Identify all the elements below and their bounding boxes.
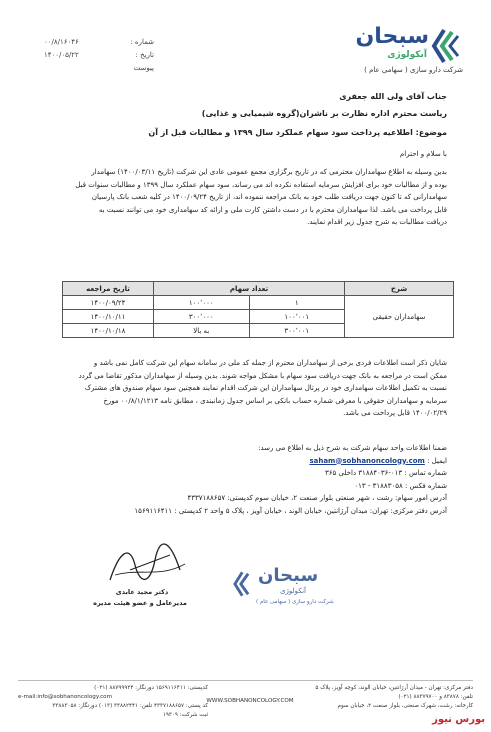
header-date: تاریخ مراجعه	[63, 282, 154, 296]
header-description: شرح	[345, 282, 454, 296]
table-header-row	[63, 282, 454, 296]
letter-reference-block	[44, 36, 154, 75]
signature	[100, 540, 190, 590]
brand-sub: آنکولوژی	[387, 50, 427, 60]
paragraph-line: نسبت به تکمیل اطلاعات سهامداری خود در پرتال سهامداران این شرکت اقدام نمایند همچنین سود سهام صندوق های مشترک	[84, 384, 447, 392]
brand-tagline: شرکت دارو سازی ( سهامی عام )	[364, 66, 463, 74]
signer-role: مدیرعامل و عضو هیئت مدیره	[93, 599, 187, 607]
company-stamp	[232, 565, 352, 615]
stamp-tagline: شرکت دارو سازی ( سهامی عام )	[256, 599, 334, 605]
signature-scribble-icon	[100, 540, 190, 590]
date-label: تاریخ :	[135, 51, 154, 59]
address-office-line: آدرس دفتر مرکزی: تهران: میدان آرژانتین، خیابان الوند ، خیابان آویز ، پلاک ۵ واحد ۲ کدپستی : ۱۵۶۹۱۱۶۴۱۱	[134, 506, 447, 515]
recipient-salutation: جناب آقای ولی الله جعفری	[339, 92, 447, 101]
watermark: بورس نیوز	[432, 714, 485, 725]
shares-to: به بالا	[154, 324, 250, 338]
footer-left	[18, 684, 208, 720]
footer-website: WWW.SOBHANONCOLOGY.COM	[206, 698, 294, 704]
recipient-title: ریاست محترم اداره نظارت بر ناشران(گروه شیمیایی و غذایی)	[201, 109, 447, 118]
shares-to: ۳۰۰٬۰۰۰	[154, 310, 250, 324]
email-link[interactable]: saham@sobhanoncology.com	[309, 456, 425, 465]
address-shares-line: آدرس امور سهام: رشت ، شهر صنعتی بلوار صنعت ۲، خیابان سوم کدپستی: ۴۳۳۷۱۸۸۶۵۷	[187, 494, 447, 502]
visit-date: ۱۴۰۰/۱۰/۱۱	[63, 310, 154, 324]
number-label: شماره :	[130, 38, 154, 46]
visit-date: ۱۴۰۰/۰۹/۲۴	[63, 296, 154, 310]
footer-phone: تلفن: ۸۳۸۷۸ و ۸۸۳۷۹۷۰۰ (۰۲۱)	[398, 694, 473, 700]
footer-address: دفتر مرکزی: تهران - میدان آرژانتین، خیابان الوند، کوچه آویز، پلاک ۵	[315, 685, 473, 691]
letter-subject: موضوع: اطلاعیه پرداخت سود سهام عملکرد سال ۱۳۹۹ و مطالبات قبل از آن	[148, 128, 447, 137]
fax-line: شماره فکس : ۳۱۸۸۳۰۵۸ - ۰۱۳	[354, 481, 447, 490]
paragraph-line: دریافت مطالبات به شرح جدول زیر اقدام نمایند.	[307, 218, 447, 226]
payment-schedule-table	[62, 281, 454, 338]
greeting: با سلام و احترام	[399, 150, 447, 158]
paragraph-line: سهامدارانی که تا کنون جهت دریافت طلب خود به بانک مراجعه ننموده اند، از تاریخ ۱۴۰۰/۰۹/۲۴ در کلیه شعب بانک پارسیان	[91, 193, 447, 201]
paragraph-line: قابل پرداخت می باشد. لذا سهامداران محترم با در دست داشتن کارت ملی و ارائه کد سهامداری خود می توانند نسبت به	[98, 205, 447, 214]
footer-factory: کارخانه: رشت، شهرک صنعتی، بلوار صنعت ۲، خیابان سوم	[337, 703, 473, 709]
row-label: سهامداران حقیقی	[345, 296, 454, 338]
date-value: ۱۴۰۰/۰۵/۲۲	[44, 51, 79, 59]
paragraph-intro	[37, 166, 447, 229]
paragraph-line: ممکن است در مراجعه به بانک جهت دریافت سود سهام با مشکل مواجه شوند. بدین وسیله از سهامداران مذکور تقاضا می گردد	[78, 371, 447, 380]
attachment-label: پیوست	[133, 64, 154, 72]
footer-email: e-mail:info@sobhanoncology.com	[18, 694, 113, 700]
signer-name: دکتر مجید عابدی	[115, 588, 169, 596]
visit-date: ۱۴۰۰/۱۰/۱۸	[63, 324, 154, 338]
shares-from: ۱	[249, 296, 345, 310]
number-value: ۰۰/۸/۱۶۰۴۶	[44, 38, 79, 46]
paragraph-line: سرمایه و سهامداران حقوقی با معرفی شماره حساب بانکی بر اساس جدول زمانبندی ، مطابق نامه ۰۰/۸/۱/۱۲۱۳ مورخ	[103, 396, 447, 405]
paragraph-line: بوده و از مطالبات خود برای افزایش سرمایه استفاده نکرده اند می رساند، سود سهام عملکرد سال ۱۳۹۹ و مطالبات سنوات قبل	[75, 180, 447, 189]
footer-divider	[18, 680, 473, 681]
stamp-logo-icon	[232, 569, 254, 599]
footer-registration: ثبت شرکت: ۱۹۳۰۹	[162, 712, 208, 718]
footer-factory-contact: کد پستی: ۴۳۳۷۱۸۸۶۵۷ تلفن: ۳۳۸۸۲۴۴۱ (۰۱۳) دورنگار: ۳۳۸۸۳۰۵۸	[52, 703, 208, 709]
email-line	[37, 455, 447, 468]
phone-line: شماره تماس : ۰۱۳-۳۱۸۸۴۰۳۶ داخلی ۳۶۵	[325, 469, 447, 477]
shares-from: ۳۰۰٬۰۰۱	[249, 324, 345, 338]
paragraph-notice	[37, 357, 447, 420]
stamp-name: سبحان	[258, 565, 319, 586]
paragraph-line: ۱۴۰۰/۰۲/۲۹ قابل پرداخت می باشد.	[343, 409, 447, 417]
footer-postcode: کدپستی: ۱۵۶۹۱۱۶۴۱۱ دورنگار: ۸۸۷۹۹۹۲۴ (۰۲۱)	[94, 685, 208, 691]
stamp-sub: آنکولوژی	[280, 587, 306, 595]
paragraph-line: شایان ذکر است اطلاعات فردی برخی از سهامداران محترم از جمله کد ملی در سامانه سهام این شرکت کامل نمی باشد و	[93, 359, 447, 367]
paragraph-line: بدین وسیله به اطلاع سهامداران محترمی که در تاریخ برگزاری مجمع عمومی عادی این شرکت (تاریخ ۱۴۰۰/۰۳/۱۱) سهامدار	[91, 168, 447, 176]
shares-from: ۱۰۰٬۰۰۱	[249, 310, 345, 324]
table-row	[63, 296, 454, 310]
header-shares: تعداد سهام	[154, 282, 345, 296]
shares-to: ۱۰۰٬۰۰۰	[154, 296, 250, 310]
logo-mark-icon	[430, 28, 460, 64]
header-logo	[330, 20, 465, 82]
contact-info	[37, 442, 447, 517]
brand-name: سبحان	[355, 24, 429, 49]
email-label: ایمیل :	[427, 456, 447, 465]
contact-intro: ضمنا اطلاعات واحد سهام شرکت به شرح ذیل به اطلاع می رسد:	[258, 444, 447, 452]
